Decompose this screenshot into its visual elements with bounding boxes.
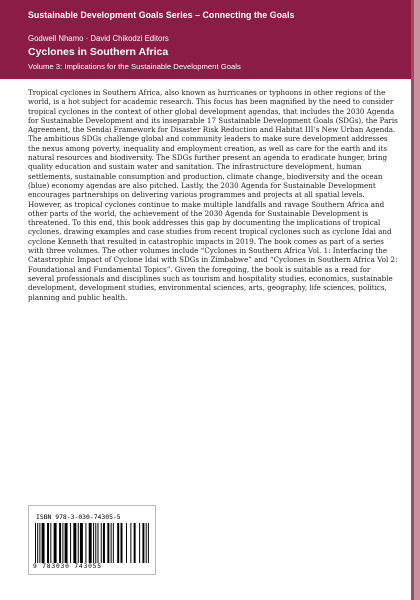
barcode-bar <box>103 523 105 563</box>
barcode-bar <box>78 523 79 563</box>
barcode-bar <box>117 523 119 563</box>
spine-edge-band <box>411 0 420 600</box>
barcode-bar <box>85 523 86 563</box>
barcode-bar <box>126 523 127 563</box>
barcode-bar <box>97 523 98 563</box>
cover-header-band <box>0 0 420 79</box>
barcode-bar <box>59 523 61 563</box>
barcode-bar <box>65 523 68 563</box>
isbn-label: ISBN 978-3-030-74305-5 <box>36 513 121 521</box>
barcode-bar <box>73 523 76 563</box>
barcode-bar <box>111 523 112 563</box>
barcode-bar <box>42 523 45 563</box>
editors-line: Godwell Nhamo · David Chikodzi Editors <box>28 34 169 43</box>
barcode-box <box>28 505 156 575</box>
barcode-bar <box>62 523 63 563</box>
barcode-bar <box>37 523 38 563</box>
book-title: Cyclones in Southern Africa <box>28 46 169 58</box>
barcode-bar <box>134 523 136 563</box>
barcode-bar <box>107 523 109 563</box>
barcode-bar <box>54 523 57 563</box>
barcode-bar <box>142 523 144 563</box>
barcode-bar <box>39 523 40 563</box>
barcode-bar <box>89 523 92 563</box>
barcode-bar <box>35 523 36 563</box>
spine-edge-stripe <box>411 0 414 600</box>
series-title: Sustainable Development Goals Series – Connecting the Goals <box>28 10 295 20</box>
barcode-digits: 9 783030 743055 <box>33 563 102 570</box>
barcode-bar <box>101 523 102 563</box>
barcode-bar <box>47 523 49 563</box>
barcode-bar <box>148 523 149 563</box>
book-subtitle: Volume 3: Implications for the Sustainable Development Goals <box>28 62 241 71</box>
barcode-bars <box>35 523 149 563</box>
barcode-bar <box>95 523 96 563</box>
barcode-bar <box>80 523 83 563</box>
barcode-bar <box>121 523 123 563</box>
barcode-bar <box>146 523 147 563</box>
barcode-bar <box>50 523 51 563</box>
barcode-bar <box>93 523 94 563</box>
barcode-bar <box>130 523 131 563</box>
barcode-bar <box>139 523 140 563</box>
barcode-bar <box>113 523 114 563</box>
barcode-bar <box>70 523 71 563</box>
blurb-paragraph: Tropical cyclones in Southern Africa, also known as hurricanes or typhoons in other regions of the world, is a hot subject for academic research. This focus has been magnified by the need to consider tropical cyclones in the context of other global development agendas, that includes the 2030 Agenda for Sustainable Development and its inseparable 17 Sustainable Development Goals (SDGs), the Paris Agreement, the Sendai Framework for Disaster Risk Reduction and Habitat III’s New Urban Agenda. The ambitious SDGs challenge global and community leaders to make sure development addresses the nexus among poverty, inequality and employment creation, as well as care for the earth and its natural resources and biodiversity. The SDGs further present an agenda to eradicate hunger, bring quality education and sustain water and sanitation. The infrastructure development, human settlements, sustainable consumption and production, climate change, biodiversity and the ocean (blue) economy agendas are also pitched. Lastly, the 2030 Agenda for Sustainable Development encourages partnerships on delivering various programmes and projects at all spatial levels. However, as tropical cyclones continue to make multiple landfalls and ravage Southern Africa and other parts of the world, the achievement of the 2030 Agenda for Sustainable Development is threatened. To this end, this book addresses this gap by documenting the implications of tropical cyclones, drawing examples and case studies from recent tropical cyclones such as cyclone Idai and cyclone Kenneth that resulted in catastrophic impacts in 2019. The book comes as part of a series with three volumes. The other volumes include “Cyclones in Southern Africa Vol. 1: Interfacing the Catastrophic Impact of Cyclone Idai with SDGs in Zimbabwe” and “Cyclones in Southern Africa Vol 2: Foundational and Fundamental Topics”. Given the foregoing, the book is suitable as a read for several professionals and disciplines such as tourism and hospitality studies, economics, sustainable development, development studies, environmental sciences, arts, geography, life sciences, politics, planning and public health. <box>28 88 398 302</box>
